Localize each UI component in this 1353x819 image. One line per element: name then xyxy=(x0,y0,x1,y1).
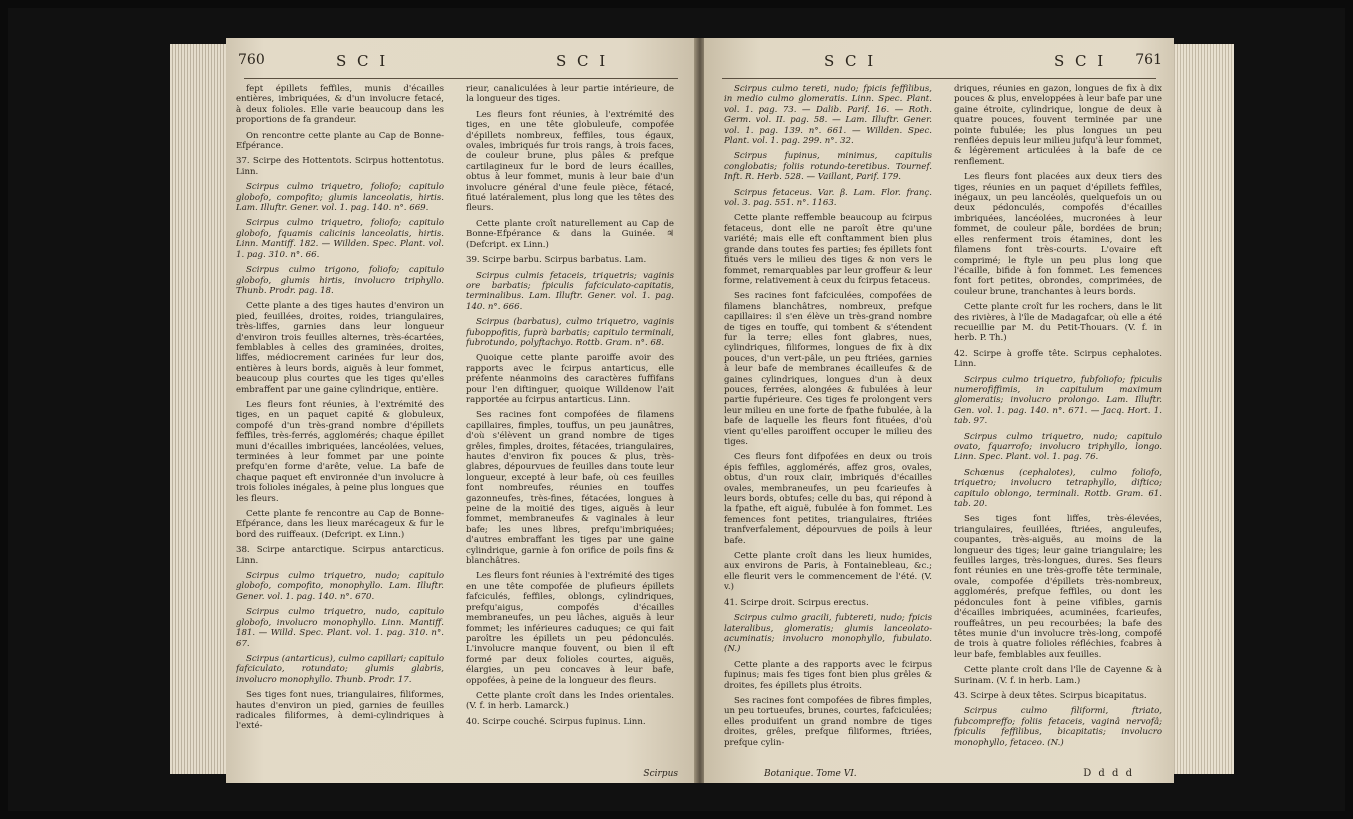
paragraph: Cette plante a des rapports avec le fcirpus fupinus; mais fes tiges font bien plus grêles & droites, fes épillets plus étroits. xyxy=(724,659,932,691)
latin-synonym: Scirpus (barbatus), culmo triquetro, vaginis fuboppofitis, fuprà barbatis; capitulo terminali, fubrotundo, polyftachyo. Rottb. Gram. n°. 68. xyxy=(466,317,674,348)
paragraph: On rencontre cette plante au Cap de Bonne-Efpérance. xyxy=(236,130,444,152)
latin-synonym: Scirpus culmo triquetro, nudo; capitulo ovato, fquarrofo; involucro triphyllo, longo. Linn. Spec. Plant. vol. 1. pag. 76. xyxy=(954,431,1162,463)
right-page-edges xyxy=(1174,44,1234,774)
page-number: 760 xyxy=(238,52,265,68)
latin-synonym: Scirpus culmo triquetro, fubfoliofo; fpiculis numerofiffimis, in capitulum maximum glomeratis; involucro prolongo. Lam. Illuftr. Gen. vol. 1. pag. 140. n°. 671. — Jacq. Hort. 1. tab. 97. xyxy=(954,374,1162,427)
header-rule xyxy=(722,78,1156,79)
running-head-title: S C I xyxy=(824,52,877,70)
entry-heading: 37. Scirpe des Hottentots. Scirpus hottentotus. Linn. xyxy=(236,156,444,177)
left-column-1 xyxy=(236,84,444,769)
latin-synonym: Scirpus fetaceus. Var. β. Lam. Flor. franç. vol. 3. pag. 551. n°. 1163. xyxy=(724,187,932,209)
entry-heading: 39. Scirpe barbu. Scirpus barbatus. Lam. xyxy=(466,255,647,266)
latin-synonym: Scirpus culmo triquetro, nudo, capitulo globofo, involucro monophyllo. Linn. Mantiff. 181. — Willd. Spec. Plant. vol. 1. pag. 310. n°. 67. xyxy=(236,607,444,649)
paragraph: fept épillets feffiles, munis d'écailles entières, imbriquées, & d'un involucre fetacé, à deux folioles. Elle varie beaucoup dans les proportions de fa grandeur. xyxy=(236,84,444,126)
left-column-2 xyxy=(466,84,674,769)
left-page-edges xyxy=(170,44,226,774)
volume-footer: Botanique. Tome VI. xyxy=(764,769,857,779)
catchword: Scirpus xyxy=(643,769,678,779)
paragraph: Cette plante fe rencontre au Cap de Bonne-Efpérance, dans les lieux marécageux & fur le bord des ruiffeaux. (Defcript. ex Linn.) xyxy=(236,509,444,540)
entry-heading: 43. Scirpe à deux têtes. Scirpus bicapitatus. xyxy=(954,690,1147,701)
latin-synonym: Schœnus (cephalotes), culmo foliofo, triquetro; involucro tetraphyllo, diftico; capitulo oblongo, terminali. Rottb. Gram. 61. tab. 20. xyxy=(954,467,1162,510)
signature-mark: D d d d xyxy=(1083,768,1134,779)
paragraph: rieur, canaliculées à leur partie intérieure, de la longueur des tiges. xyxy=(466,84,674,105)
open-book-scan xyxy=(8,8,1345,811)
latin-synonym: Scirpus culmo tereti, nudo; fpicis feffilibus, in medio culmo glomeratis. Linn. Spec. Plant. vol. 1. pag. 73. — Dalib. Parif. 16. — Roth. Germ. vol. II. pag. 58. — Lam. Illuftr. Gener. vol. 1. pag. 139. n°. 661. — Willden. Spec. Plant. vol. 1. pag. 299. n°. 32. xyxy=(724,84,932,147)
latin-synonym: Scirpus culmo triquetro, nudo; capitulo globofo, compofito, monophyllo. Lam. Illuftr. Gener. vol. 1. pag. 140. n°. 670. xyxy=(236,571,444,602)
paragraph: Ses racines font compofées de fibres fimples, un peu tortueufes, brunes, courtes, fafciculées; elles produifent un grand nombre de tiges droites, grêles, prefque filiformes, ftriées, prefque cylin- xyxy=(724,695,932,748)
paragraph: Ses racines font fafciculées, compofées de filamens blanchâtres, nombreux, prefque capillaires: il s'en élève un très-grand nombre de tiges en touffe, qui tombent & s'étendent fur la terre; elles font glabres, nues, cylindriques, filiformes, longues de fix à dix pouces, d'un vert-pâle, un peu ftriées, garnies à leur bafe de membranes écailleufes & de gaines cylindriques, longues d'un à deux pouces, ferrées, alongées & fubulées à leur partie fupérieure. Ces tiges fe prolongent vers leur milieu en une forte de fpathe fubulée, à la bafe de laquelle les fleurs font fituées, d'où vient qu'elles paroiffent occuper le milieu des tiges. xyxy=(724,291,932,447)
left-page xyxy=(226,38,696,783)
running-head-title: S C I xyxy=(336,52,389,70)
paragraph: Quoique cette plante paroiffe avoir des rapports avec le fcirpus antarticus, elle préfente néanmoins des caractères fuffifans pour l'en diftinguer, quoique Willdenow l'ait rapportée au fcirpus antarticus. Linn. xyxy=(466,353,674,405)
latin-synonym: Scirpus culmis fetaceis, triquetris; vaginis ore barbatis; fpiculis fafciculato-capitatis, terminalibus. Lam. Illuftr. Gener. vol. 1. pag. 140. n°. 666. xyxy=(466,270,674,312)
latin-synonym: Scirpus culmo gracili, fubtereti, nudo; fpicis lateralibus, glomeratis; glumis lanceolato-acuminatis; involucro monophyllo, fubulato. (N.) xyxy=(724,613,932,655)
paragraph: Cette plante reffemble beaucoup au fcirpus fetaceus, dont elle ne paroît être qu'une variété; mais elle eft conftamment bien plus grande dans toutes fes parties; fes épillets font fitués vers le milieu des tiges & non vers le fommet, remarquables par leur groffeur & leur forme, relativement à ceux du fcirpus fetaceus. xyxy=(724,213,932,286)
left-running-head xyxy=(226,52,696,74)
right-page xyxy=(704,38,1174,783)
paragraph: Cette plante croît dans l'île de Cayenne & à Surinam. (V. f. in herb. Lam.) xyxy=(954,665,1162,686)
right-column-1 xyxy=(724,84,932,769)
paragraph: Cette plante croît dans les Indes orientales. (V. f. in herb. Lamarck.) xyxy=(466,690,674,712)
running-head-title: S C I xyxy=(556,52,609,70)
latin-synonym: Scirpus (antarticus), culmo capillari; capitulo fafciculato, rotundato; glumis glabris, involucro monophyllo. Thunb. Prodr. 17. xyxy=(236,653,444,685)
paragraph: Ces fleurs font difpofées en deux ou trois épis feffiles, agglomérés, affez gros, ovales, obtus, d'un roux clair, imbriqués d'écailles ovales, membraneufes, un peu fcarieufes à leurs bords, obtufes; celle du bas, qui répond à la fpathe, eft aiguë, fubulée à fon fommet. Les femences font petites, triangulaires, ftriées tranfverfalement, dépourvues de poils à leur bafe. xyxy=(724,452,932,546)
paragraph: Les fleurs font réunies, à l'extrémité des tiges, en une tête globuleufe, compofée d'épillets nombreux, feffiles, tous égaux, ovales, imbriqués fur trois rangs, à trois faces, de couleur brune, plus pâles & prefque cartilagineux fur le bord de leurs écailles, obtus à leur fommet, munis à leur baie d'un involucre général d'une feule pièce, fétacé, fitué latéralement, plus long que les têtes des fleurs. xyxy=(466,109,674,214)
paragraph: Cette plante croît naturellement au Cap de Bonne-Efpérance & dans la Guinée. ♃ (Defcript. ex Linn.) xyxy=(466,218,674,250)
latin-synonym: Scirpus culmo triquetro, foliofo; capitulo globofo, compofito; glumis lanceolatis, hirtis. Lam. Illuftr. Gener. vol. 1. pag. 140. n°. 669. xyxy=(236,182,444,214)
paragraph: driques, réunies en gazon, longues de fix à dix pouces & plus, enveloppées à leur bafe par une gaine étroite, cylindrique, longue de deux à quatre pouces, fouvent terminée par une pointe fubulée; les plus longues un peu renflées depuis leur milieu jufqu'à leur fommet, & légèrement articulées à la bafe de ce renflement. xyxy=(954,84,1162,167)
paragraph: Les fleurs font placées aux deux tiers des tiges, réunies en un paquet d'épillets feffiles, inégaux, un peu lancéolés, quelquefois un ou deux pédonculés, compofés d'écailles imbriquées, lancéolées, mucronées à leur fommet, de couleur pâle, bordées de brun; elles renferment trois étamines, dont les filamens font très-courts. L'ovaire eft comprimé; le ftyle un peu plus long que l'écaille, bifide à fon fommet. Les femences font fort petites, obrondes, comprimées, de couleur brune, tranchantes à leurs bords. xyxy=(954,172,1162,297)
entry-heading: 40. Scirpe couché. Scirpus fupinus. Linn. xyxy=(466,716,646,727)
paragraph: Ses tiges font nues, triangulaires, filiformes, hautes d'environ un pied, garnies de feuilles radicales filiformes, à demi-cylindriques à l'exté- xyxy=(236,690,444,732)
entry-heading: 42. Scirpe à groffe tête. Scirpus cephalotes. Linn. xyxy=(954,348,1162,370)
latin-synonym: Scirpus culmo trigono, foliofo; capitulo globofo, glumis hirtis, involucro triphyllo. Thunb. Prodr. pag. 18. xyxy=(236,265,444,296)
page-number: 761 xyxy=(1135,52,1162,68)
paragraph: Cette plante croît fur les rochers, dans le lit des rivières, à l'île de Madagafcar, où elle a été recueillie par M. du Petit-Thouars. (V. f. in herb. P. Th.) xyxy=(954,302,1162,344)
header-rule xyxy=(244,78,678,79)
right-running-head xyxy=(704,52,1174,74)
entry-heading: 41. Scirpe droit. Scirpus erectus. xyxy=(724,597,869,608)
running-head-title: S C I xyxy=(1054,52,1107,70)
latin-synonym: Scirpus fupinus, minimus, capitulis conglobatis; foliis rotundo-teretibus. Tournef. Inft. R. Herb. 528. — Vaillant, Parif. 179. xyxy=(724,151,932,183)
paragraph: Ses racines font compofées de filamens capillaires, fimples, touffus, un peu jaunâtres, d'où s'élèvent un grand nombre de tiges grêles, fimples, droites, fétacées, triangulaires, hautes d'environ fix pouces & plus, très-glabres, dépourvues de feuilles dans toute leur longueur, excepté à leur bafe, où ces feuilles font nombreufes, réunies en touffes gazonneufes, très-fines, fétacées, longues à peine de la moitié des tiges, aiguës à leur fommet, membraneufes & vaginales à leur bafe; les unes libres, prefqu'imbriquées; d'autres embraffant les tiges par une gaine cylindrique, garnie à fon orifice de poils fins & blanchâtres. xyxy=(466,410,674,567)
paragraph: Les fleurs font réunies à l'extrémité des tiges en une tête compofée de plufieurs épillets fafciculés, feffiles, oblongs, cylindriques, prefqu'aigus, compofés d'écailles membraneufes, un peu lâches, aiguës à leur fommet; les inférieures caduques; ce qui fait paroître les épillets un peu pédonculés. L'involucre manque fouvent, ou bien il eft formé par deux folioles courtes, aiguës, élargies, un peu concaves à leur bafe, oppofées, à peine de la longueur des fleurs. xyxy=(466,571,674,686)
latin-synonym: Scirpus culmo triquetro, foliofo; capitulo globofo, fquamis calicinis lanceolatis, hirtis. Linn. Mantiff. 182. — Willden. Spec. Plant. vol. 1. pag. 310. n°. 66. xyxy=(236,218,444,260)
paragraph: Cette plante a des tiges hautes d'environ un pied, feuillées, droites, roides, triangulaires, très-liffes, garnies dans leur longueur d'environ trois feuilles alternes, très-écartées, femblables à celles des graminées, droites, liffes, médiocrement carinées fur leur dos, entières à leurs bords, aiguës à leur fommet, beaucoup plus courtes que les tiges qu'elles embraffent par une gaine cylindrique, entière. xyxy=(236,301,444,395)
latin-synonym: Scirpus culmo filiformi, ftriato, fubcompreffo; foliis fetaceis, vaginâ nervofâ; fpiculis feffilibus, bicapitatis; involucro monophyllo, fetaceo. (N.) xyxy=(954,706,1162,748)
entry-heading: 38. Scirpe antarctique. Scirpus antarcticus. Linn. xyxy=(236,545,444,566)
right-column-2 xyxy=(954,84,1162,769)
paragraph: Les fleurs font réunies, à l'extrémité des tiges, en un paquet capité & globuleux, compofé d'un très-grand nombre d'épillets feffiles, très-ferrés, agglomérés; chaque épillet muni d'écailles imbriquées, lancéolées, velues, terminées à leur fommet par une pointe prefqu'en forme d'arête, velue. La bafe de chaque paquet eft environnée d'un involucre à trois folioles inégales, à peine plus longues que les fleurs. xyxy=(236,399,444,504)
paragraph: Cette plante croît dans les lieux humides, aux environs de Paris, à Fontainebleau, &c.; elle fleurit vers le commencement de l'été. (V. v.) xyxy=(724,551,932,593)
paragraph: Ses tiges font liffes, très-élevées, triangulaires, feuillées, ftriées, anguleufes, coupantes, très-aiguës, au moins de la longueur des tiges; leur gaine triangulaire; les feuilles larges, très-longues, dures. Ses fleurs font réunies en une très-groffe tête terminale, ovale, compofée d'épillets très-nombreux, agglomérés, prefque feffiles, ou dont les pédoncules font à peine vifibles, garnis d'écailles imbriquées, acuminées, fcarieufes, rouffeâtres, un peu recourbées; la bafe des têtes munie d'un involucre très-long, compofé de trois à quatre folioles réfléchies, fcabres à leur bafe, femblables aux feuilles. xyxy=(954,514,1162,660)
